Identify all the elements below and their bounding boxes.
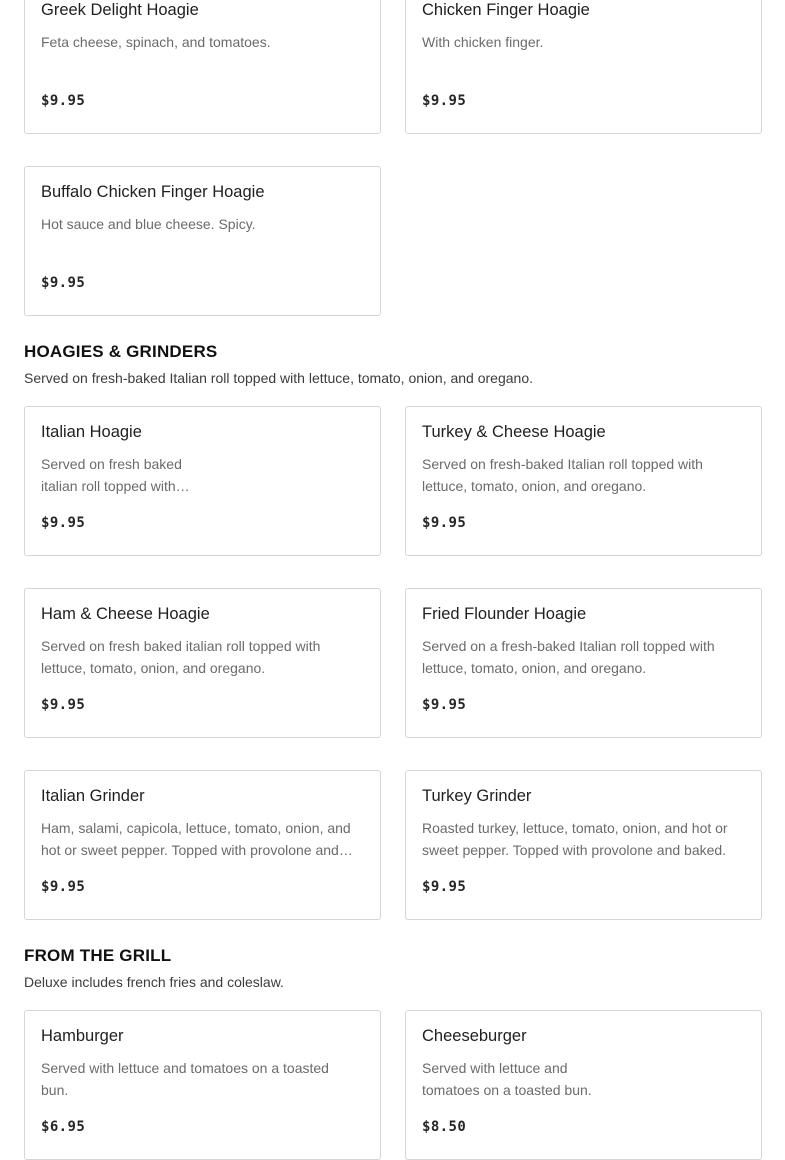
item-name: Buffalo Chicken Finger Hoagie <box>41 183 265 201</box>
item-name: Cheeseburger <box>422 1027 527 1045</box>
item-description: Served with lettuce and tomatoes on a toasted bun. <box>41 1060 329 1098</box>
item-name: Italian Hoagie <box>41 423 142 441</box>
section-title: HOAGIES & GRINDERS <box>24 342 218 361</box>
item-name: Fried Flounder Hoagie <box>422 605 587 623</box>
item-price: $9.95 <box>41 93 86 109</box>
item-name: Turkey Grinder <box>422 787 532 805</box>
menu-item-card[interactable] <box>24 406 381 556</box>
item-price: $9.95 <box>422 697 467 713</box>
item-description: Served on fresh baked italian roll topped with <box>41 456 182 494</box>
item-price: $9.95 <box>41 697 86 713</box>
item-price: $9.95 <box>422 93 467 109</box>
item-name: Hamburger <box>41 1027 124 1045</box>
section-description: Deluxe includes french fries and coleslaw. <box>24 974 284 990</box>
item-price: $9.95 <box>41 515 86 531</box>
menu-item-card[interactable] <box>405 770 762 920</box>
item-name: Ham & Cheese Hoagie <box>41 605 210 623</box>
menu-item-card[interactable] <box>405 0 762 134</box>
menu-item-card[interactable] <box>405 406 762 556</box>
item-description: Served with lettuce and tomatoes on a toasted bun. <box>422 1060 592 1098</box>
item-name: Greek Delight Hoagie <box>41 1 199 19</box>
section-description: Served on fresh-baked Italian roll topped with lettuce, tomato, onion, and oregano. <box>24 370 533 386</box>
item-description: Served on a fresh-baked Italian roll topped with lettuce, tomato, onion, and oregano. <box>422 638 715 676</box>
item-description: Hot sauce and blue cheese. Spicy. <box>41 216 256 232</box>
item-price: $9.95 <box>422 879 467 895</box>
menu-item-card[interactable] <box>24 1010 381 1160</box>
item-price: $6.95 <box>41 1119 86 1135</box>
section-title: FROM THE GRILL <box>24 946 172 965</box>
item-description: Roasted turkey, lettuce, tomato, onion, and hot or sweet pepper. Topped with provolone and baked. <box>422 820 728 858</box>
item-description: With chicken finger. <box>422 34 544 50</box>
item-description: Served on fresh baked italian roll topped with lettuce, tomato, onion, and oregano. <box>41 638 321 676</box>
item-name: Chicken Finger Hoagie <box>422 1 590 19</box>
item-price: $9.95 <box>422 515 467 531</box>
item-name: Italian Grinder <box>41 787 145 805</box>
menu-item-card[interactable] <box>24 588 381 738</box>
item-description: Ham, salami, capicola, lettuce, tomato, onion, and hot or sweet pepper. Topped with provolone and <box>41 820 351 858</box>
item-description: Feta cheese, spinach, and tomatoes. <box>41 34 271 50</box>
item-name: Turkey & Cheese Hoagie <box>422 423 606 441</box>
menu-item-card[interactable] <box>24 166 381 316</box>
item-description: Served on fresh-baked Italian roll topped with lettuce, tomato, onion, and oregano. <box>422 456 703 494</box>
menu-item-card[interactable] <box>24 770 381 920</box>
item-price: $9.95 <box>41 879 86 895</box>
menu-item-card[interactable] <box>24 0 381 134</box>
item-price: $8.50 <box>422 1119 467 1135</box>
item-price: $9.95 <box>41 275 86 291</box>
menu-item-card[interactable] <box>405 588 762 738</box>
menu-item-card[interactable] <box>405 1010 762 1160</box>
